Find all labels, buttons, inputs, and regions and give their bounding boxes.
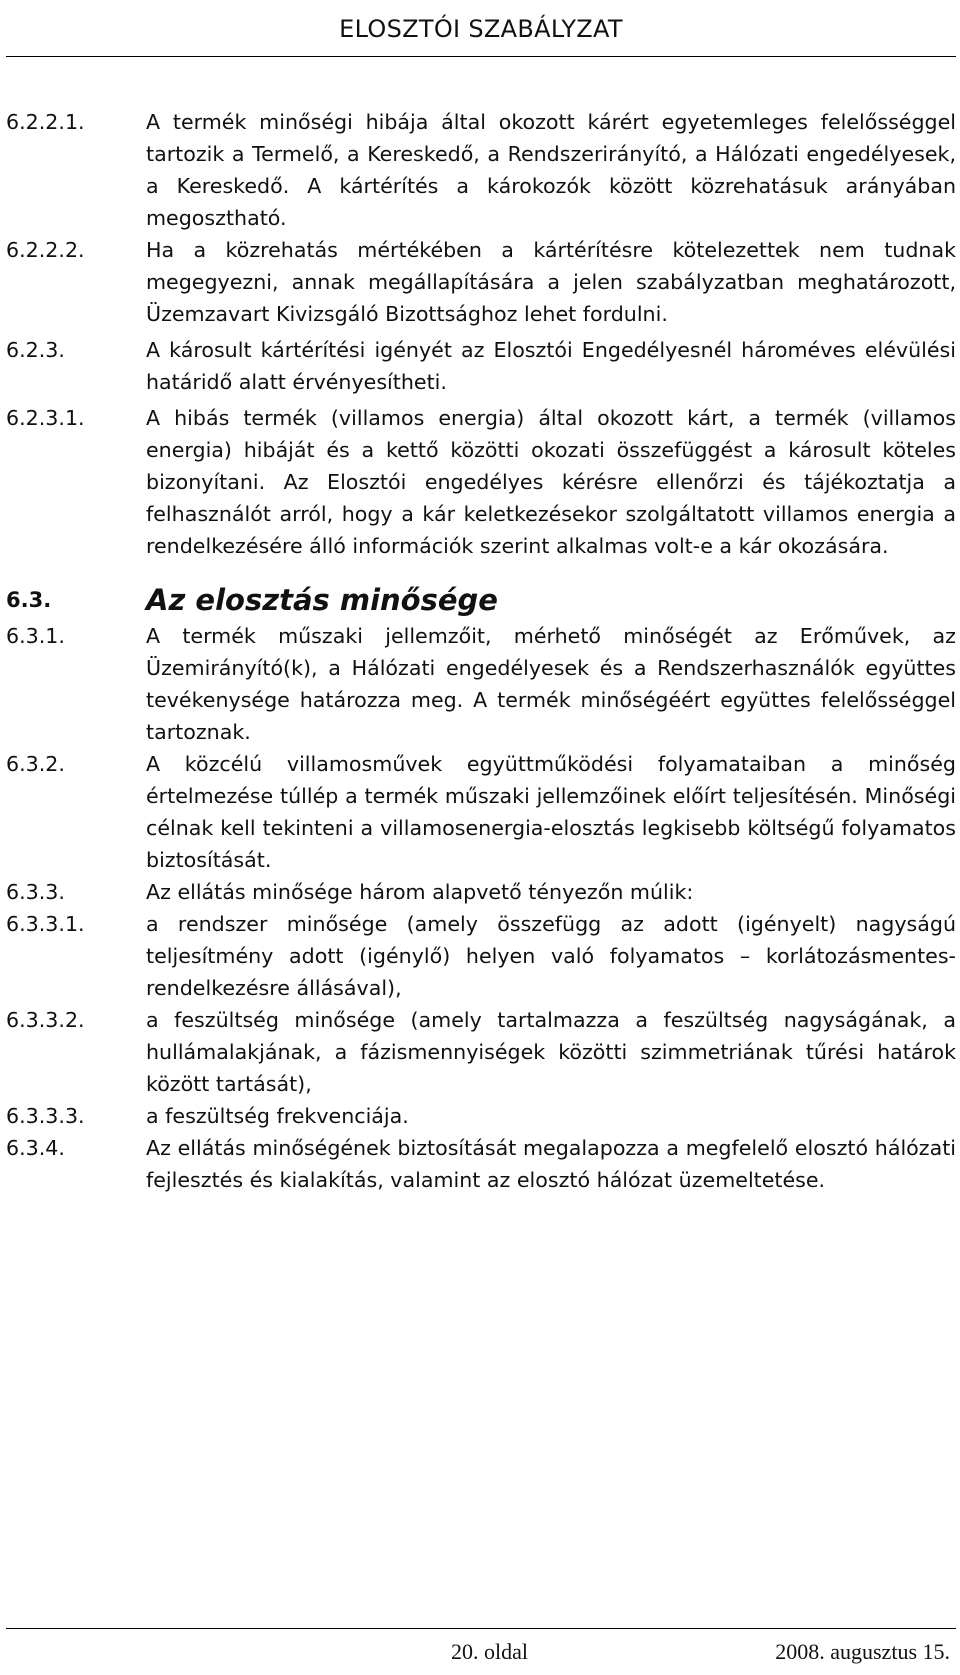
section-6-3-3-2: [6, 1004, 956, 1100]
section-number: 6.3.3.1.: [6, 912, 85, 936]
page-footer: [6, 1628, 956, 1673]
section-number: 6.2.3.: [6, 338, 65, 362]
section-text: A közcélú villamosművek együttműködési folyamataiban a minőség értelmezése túllép a termék műszaki jellemzőinek előírt teljesítésén. Minőségi célnak kell tekinteni a villamosenergia-elosztás legkisebb költségű folyamatos biztosítását.: [146, 752, 956, 872]
section-number: 6.3.1.: [6, 624, 65, 648]
section-text: A termék minőségi hibája által okozott kárért egyetemleges felelősséggel tartozik a Termelő, a Kereskedő, a Rendszerirányító, a Hálózati engedélyesek, a Kereskedő. A kártérítés a károkozók között közrehatásuk arányában megosztható.: [146, 110, 956, 230]
heading-number: 6.3.: [6, 588, 52, 612]
section-text: A termék műszaki jellemzőit, mérhető minőségét az Erőművek, az Üzemirányító(k), a Hálózati engedélyesek és a Rendszerhasználók együttes tevékenysége határozza meg. A termék minőségéért együttes felelősséggel tartoznak.: [146, 624, 956, 744]
section-6-3-4: [6, 1132, 956, 1196]
section-number: 6.2.2.1.: [6, 110, 85, 134]
heading-title: Az elosztás minősége: [146, 583, 498, 617]
section-6-3-3-1: [6, 908, 956, 1004]
section-6-3-2: [6, 748, 956, 876]
section-text: Az ellátás minőségének biztosítását megalapozza a megfelelő elosztó hálózati fejlesztés és kialakítás, valamint az elosztó hálózat üzemeltetése.: [146, 1136, 956, 1192]
section-number: 6.3.4.: [6, 1136, 65, 1160]
section-number: 6.3.2.: [6, 752, 65, 776]
document-date: 2008. augusztus 15.: [775, 1639, 950, 1664]
section-number: 6.3.3.: [6, 880, 65, 904]
document-title: ELOSZTÓI SZABÁLYZAT: [339, 15, 623, 43]
section-number: 6.3.3.2.: [6, 1008, 85, 1032]
section-number: 6.2.2.2.: [6, 238, 85, 262]
section-6-3-3: [6, 876, 956, 908]
section-heading-6-3: [6, 580, 956, 620]
section-text: A hibás termék (villamos energia) által okozott kárt, a termék (villamos energia) hibáját és a kettő közötti okozati összefüggést a károsult köteles bizonyítani. Az Elosztói engedélyes kérésre ellenőrzi és tájékoztatja a felhasználót arról, hogy a kár keletkezésekor szolgáltatott villamos energia a rendelkezésére álló információk szerint alkalmas volt-e a kár okozására.: [146, 406, 956, 558]
section-6-2-2-2: [6, 234, 956, 330]
section-6-2-3-1: [6, 402, 956, 562]
section-6-3-1: [6, 620, 956, 748]
page-header: [6, 0, 956, 57]
section-number: 6.3.3.3.: [6, 1104, 85, 1128]
section-6-2-3: [6, 334, 956, 398]
page-number: 20. oldal: [451, 1639, 528, 1664]
section-text: A károsult kártérítési igényét az Elosztói Engedélyesnél hároméves elévülési határidő alatt érvényesítheti.: [146, 338, 956, 394]
section-text: a feszültség frekvenciája.: [146, 1104, 409, 1128]
section-6-3-3-3: [6, 1100, 956, 1132]
section-number: 6.2.3.1.: [6, 406, 85, 430]
section-text: a rendszer minősége (amely összefügg az adott (igényelt) nagyságú teljesítmény adott (igénylő) helyen való folyamatos – korlátozásmentes- rendelkezésre állásával),: [146, 912, 956, 1000]
section-text: Ha a közrehatás mértékében a kártérítésre kötelezettek nem tudnak megegyezni, annak megállapítására a jelen szabályzatban meghatározott, Üzemzavart Kivizsgáló Bizottsághoz lehet fordulni.: [146, 238, 956, 326]
document-body: [6, 106, 956, 1196]
section-6-2-2-1: [6, 106, 956, 234]
section-text: a feszültség minősége (amely tartalmazza a feszültség nagyságának, a hullámalakjának, a fázismennyiségek közötti szimmetriának tűrési határok között tartását),: [146, 1008, 956, 1096]
section-text: Az ellátás minősége három alapvető tényezőn múlik:: [146, 880, 694, 904]
